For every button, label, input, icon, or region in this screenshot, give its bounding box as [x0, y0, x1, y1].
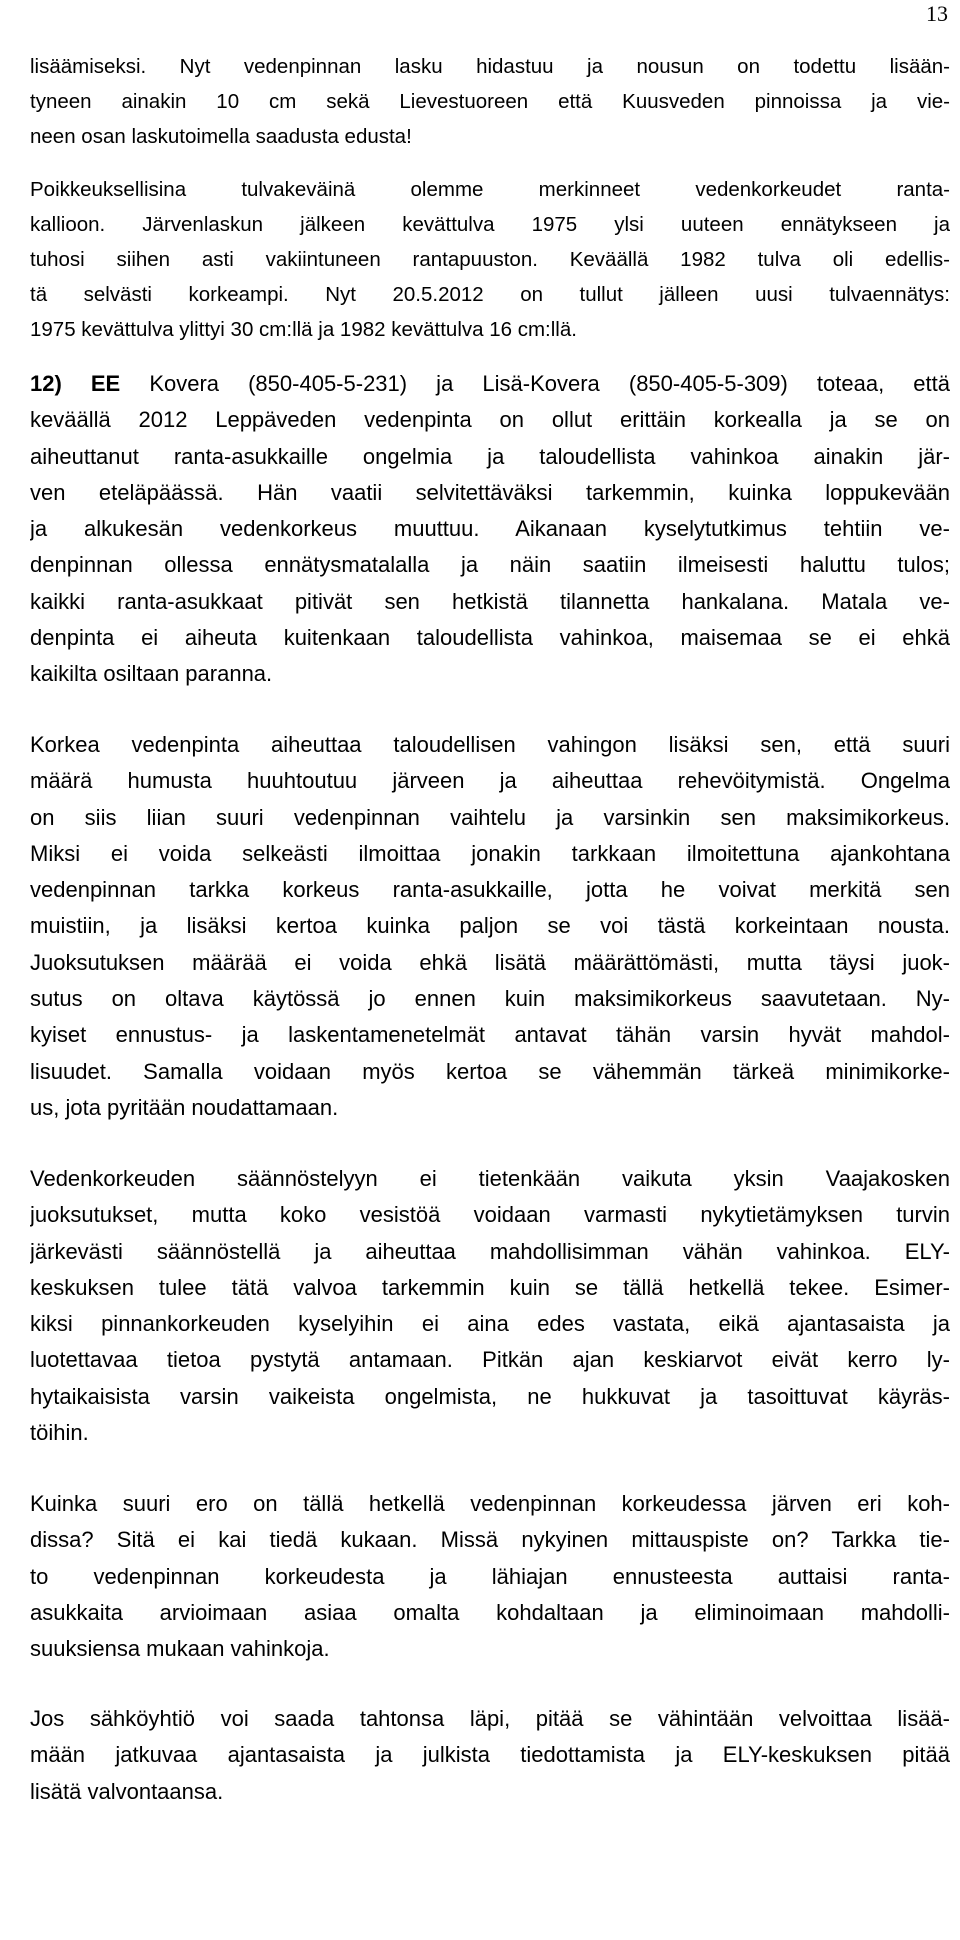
text-line: Poikkeuksellisina tulvakeväinä olemme merkinneet vedenkorkeudet ranta- [30, 178, 950, 201]
text-line: mään jatkuvaa ajantasaista ja julkista tiedottamista ja ELY-keskuksen pitää [30, 1742, 950, 1768]
text-line: keskuksen tulee tätä valvoa tarkemmin kuin se tällä hetkellä tekee. Esimer- [30, 1274, 950, 1300]
text-line: muistiin, ja lisäksi kertoa kuinka paljon se voi tästä korkeintaan nousta. [30, 913, 950, 939]
paragraph-4 [30, 727, 950, 1126]
text-line: dissa? Sitä ei kai tiedä kukaan. Missä nykyinen mittauspiste on? Tarkka tie- [30, 1527, 950, 1553]
text-line: juoksutukset, mutta koko vesistöä voidaan varmasti nykytietämyksen turvin [30, 1202, 950, 1228]
text-line: 12) EE Kovera (850-405-5-231) ja Lisä-Kovera (850-405-5-309) toteaa, että [30, 371, 950, 396]
paragraph-3 [30, 366, 950, 693]
text-line: 1975 kevättulva ylittyi 30 cm:llä ja 1982 kevättulva 16 cm:llä. [30, 318, 577, 341]
text-line: tyneen ainakin 10 cm sekä Lievestuoreen että Kuusveden pinnoissa ja vie- [30, 90, 950, 113]
text-line: Miksi ei voida selkeästi ilmoittaa jonakin tarkkaan ilmoitettuna ajankohtana [30, 840, 950, 866]
text-line: kyiset ennustus- ja laskentamenetelmät antavat tähän varsin hyvät mahdol- [30, 1022, 950, 1048]
text-line: Vedenkorkeuden säännöstelyyn ei tietenkään vaikuta yksin Vaajakosken [30, 1166, 950, 1191]
text-line: kaikilta osiltaan paranna. [30, 661, 273, 687]
text-line: keväällä 2012 Leppäveden vedenpinta on ollut erittäin korkealla ja se on [30, 407, 950, 433]
text-line: suuksiensa mukaan vahinkoja. [30, 1636, 330, 1662]
text-line: Kuinka suuri ero on tällä hetkellä vedenpinnan korkeudessa järven eri koh- [30, 1491, 950, 1516]
text-line: järkevästi säännöstellä ja aiheuttaa mahdollisimman vähän vahinkoa. ELY- [30, 1238, 950, 1264]
text-line: sutus on oltava käytössä jo ennen kuin maksimikorkeus saavutetaan. Ny- [30, 986, 950, 1012]
text-line: asukkaita arvioimaan asiaa omalta kohdaltaan ja eliminoimaan mahdolli- [30, 1599, 950, 1625]
text-line: Korkea vedenpinta aiheuttaa taloudellisen vahingon lisäksi sen, että suuri [30, 732, 950, 757]
text-line: lisäämiseksi. Nyt vedenpinnan lasku hidastuu ja nousun on todettu lisään- [30, 55, 950, 78]
paragraph-1 [30, 49, 950, 154]
paragraph-6 [30, 1486, 950, 1667]
text-line: lisuudet. Samalla voidaan myös kertoa se vähemmän tärkeä minimikorke- [30, 1058, 950, 1084]
text-line: tuhosi siihen asti vakiintuneen rantapuuston. Keväällä 1982 tulva oli edellis- [30, 248, 950, 271]
text-line: denpinta ei aiheuta kuitenkaan taloudellista vahinkoa, maisemaa se ei ehkä [30, 625, 950, 651]
text-line: on siis liian suuri vedenpinnan vaihtelu ja varsinkin sen maksimikorkeus. [30, 804, 950, 830]
text-line: ven eteläpäässä. Hän vaatii selvitettäväksi tarkemmin, kuinka loppukevään [30, 479, 950, 505]
text-line: neen osan laskutoimella saadusta edusta! [30, 125, 412, 148]
text-line: töihin. [30, 1420, 89, 1446]
text-line: ja alkukesän vedenkorkeus muuttuu. Aikanaan kyselytutkimus tehtiin ve- [30, 516, 950, 542]
text-line: kallioon. Järvenlaskun jälkeen kevättulva 1975 ylsi uuteen ennätykseen ja [30, 213, 950, 236]
text-line: kiksi pinnankorkeuden kyselyihin ei aina edes vastata, eikä ajantasaista ja [30, 1311, 950, 1337]
text-line: Jos sähköyhtiö voi saada tahtonsa läpi, pitää se vähintään velvoittaa lisää- [30, 1706, 950, 1731]
text-line: luotettavaa tietoa pystytä antamaan. Pitkän ajan keskiarvot eivät kerro ly- [30, 1347, 950, 1373]
text-line: us, jota pyritään noudattamaan. [30, 1094, 339, 1120]
text-line: to vedenpinnan korkeudesta ja lähiajan ennusteesta auttaisi ranta- [30, 1563, 950, 1589]
text-line: Juoksutuksen määrää ei voida ehkä lisätä määrättömästi, mutta täysi juok- [30, 949, 950, 975]
text-line: kaikki ranta-asukkaat pitivät sen hetkistä tilannetta hankalana. Matala ve- [30, 588, 950, 614]
text-line: tä selvästi korkeampi. Nyt 20.5.2012 on tullut jälleen uusi tulvaennätys: [30, 283, 950, 306]
paragraph-7 [30, 1701, 950, 1810]
text-line: denpinnan ollessa ennätysmatalalla ja näin saatiin ilmeisesti haluttu tulos; [30, 552, 950, 578]
paragraph-2 [30, 172, 950, 347]
statement-label: 12) EE [30, 371, 121, 396]
page-number: 13 [926, 1, 948, 26]
text-line: hytaikaisista varsin vaikeista ongelmista, ne hukkuvat ja tasoittuvat käyräs- [30, 1383, 950, 1409]
text-line: määrä humusta huuhtoutuu järveen ja aiheuttaa rehevöitymistä. Ongelma [30, 768, 950, 794]
paragraph-5 [30, 1161, 950, 1451]
text-line: lisätä valvontaansa. [30, 1778, 224, 1804]
text-line: aiheuttanut ranta-asukkaille ongelmia ja taloudellista vahinkoa ainakin jär- [30, 443, 950, 469]
text-line: vedenpinnan tarkka korkeus ranta-asukkaille, jotta he voivat merkitä sen [30, 877, 950, 903]
